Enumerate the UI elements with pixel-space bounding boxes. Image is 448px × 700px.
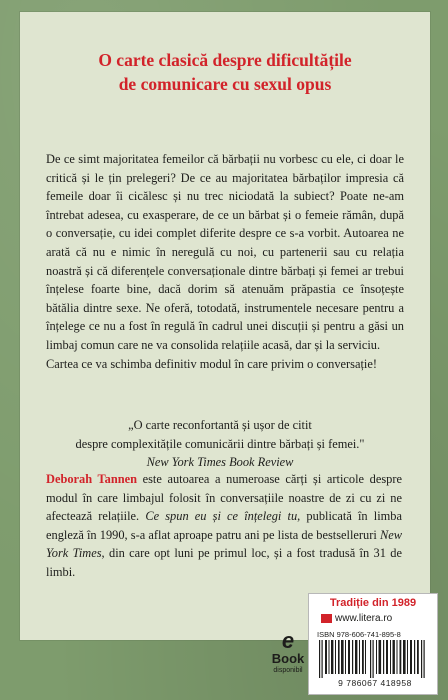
headline-line-2: de comunicare cu sexul opus [118,74,332,94]
ebook-available: disponibil [273,667,303,674]
barcode [317,640,429,678]
review-quote [40,416,400,472]
author-bio [46,470,402,582]
bestseller-list: New York Times [46,527,402,561]
blurb-paragraph: De ce simt majoritatea femeilor că bărbații nu vorbesc cu ele, ci doar le critică și le țin prelegeri? De ce au majoritatea bărbaților impresia că femeile doar îi cicălesc și nu trec niciodată la subiect? Poate ne-am întrebat adesea, cu exasperare, de ce un bărbat și o femeie rămân, după o conversație, cu idei complet diferite despre ce s-a vorbit. Autoarea ne arată că nu e nimic în neregulă cu noi, cu partenerii sau cu relația noastră și că diferențele conversaționale dintre bărbați și femei ar trebui înțelese foarte bine, dacă dorim să atenuăm prăpastia ce însoțește bătălia dintre sexe. Ne oferă, totodată, instrumentele necesare pentru a înțelege ce nu a fost în regulă în cadrul unei discuții și pentru a găsi un limbaj comun care ne va consolida relațiile acasă, dar și la serviciu. [46,152,404,352]
website-url: www.litera.ro [335,613,393,624]
author-bio-text-2: , publicată în limba engleză în 1990, s-a aflat aproape patru ani pe lista de bestselleruri [46,509,402,542]
headline-line-1: O carte clasică despre dificultățile [98,50,352,70]
book-title: Ce spun eu și ce înțelegi tu [145,509,298,524]
isbn-label: ISBN 978-606-741-895-8 [317,630,401,639]
author-name: Deborah Tannen [46,472,137,486]
blurb [46,150,404,373]
ebook-logo [266,630,310,692]
tradition-label: Tradiție din 1989 [329,597,417,609]
quote-source: New York Times Book Review [146,455,294,470]
headline [20,48,430,96]
barcode-number: 9 786067 418958 [338,678,412,688]
ebook-label: Book [271,651,305,666]
publisher-badge [308,593,438,695]
author-bio-text-3: , din care opt luni pe primul loc, și a fost tradusă în 31 de limbi. [46,546,402,579]
quote-line-2: despre complexitățile comunicării dintre bărbați și femei." [75,436,365,451]
ebook-e-icon: e [281,628,295,653]
blurb-tagline: Cartea ce va schimba definitiv modul în care privim o conversație! [46,356,377,371]
author-bio-text-1: este autoarea a numeroase cărți și articole despre modul în care limbajul folosit în conversațiile noastre de zi cu zi ne afectează relațiile. [46,472,402,524]
litera-logo-icon [321,614,332,623]
website [321,613,392,624]
quote-line-1: „O carte reconfortantă și ușor de citit [128,418,312,432]
